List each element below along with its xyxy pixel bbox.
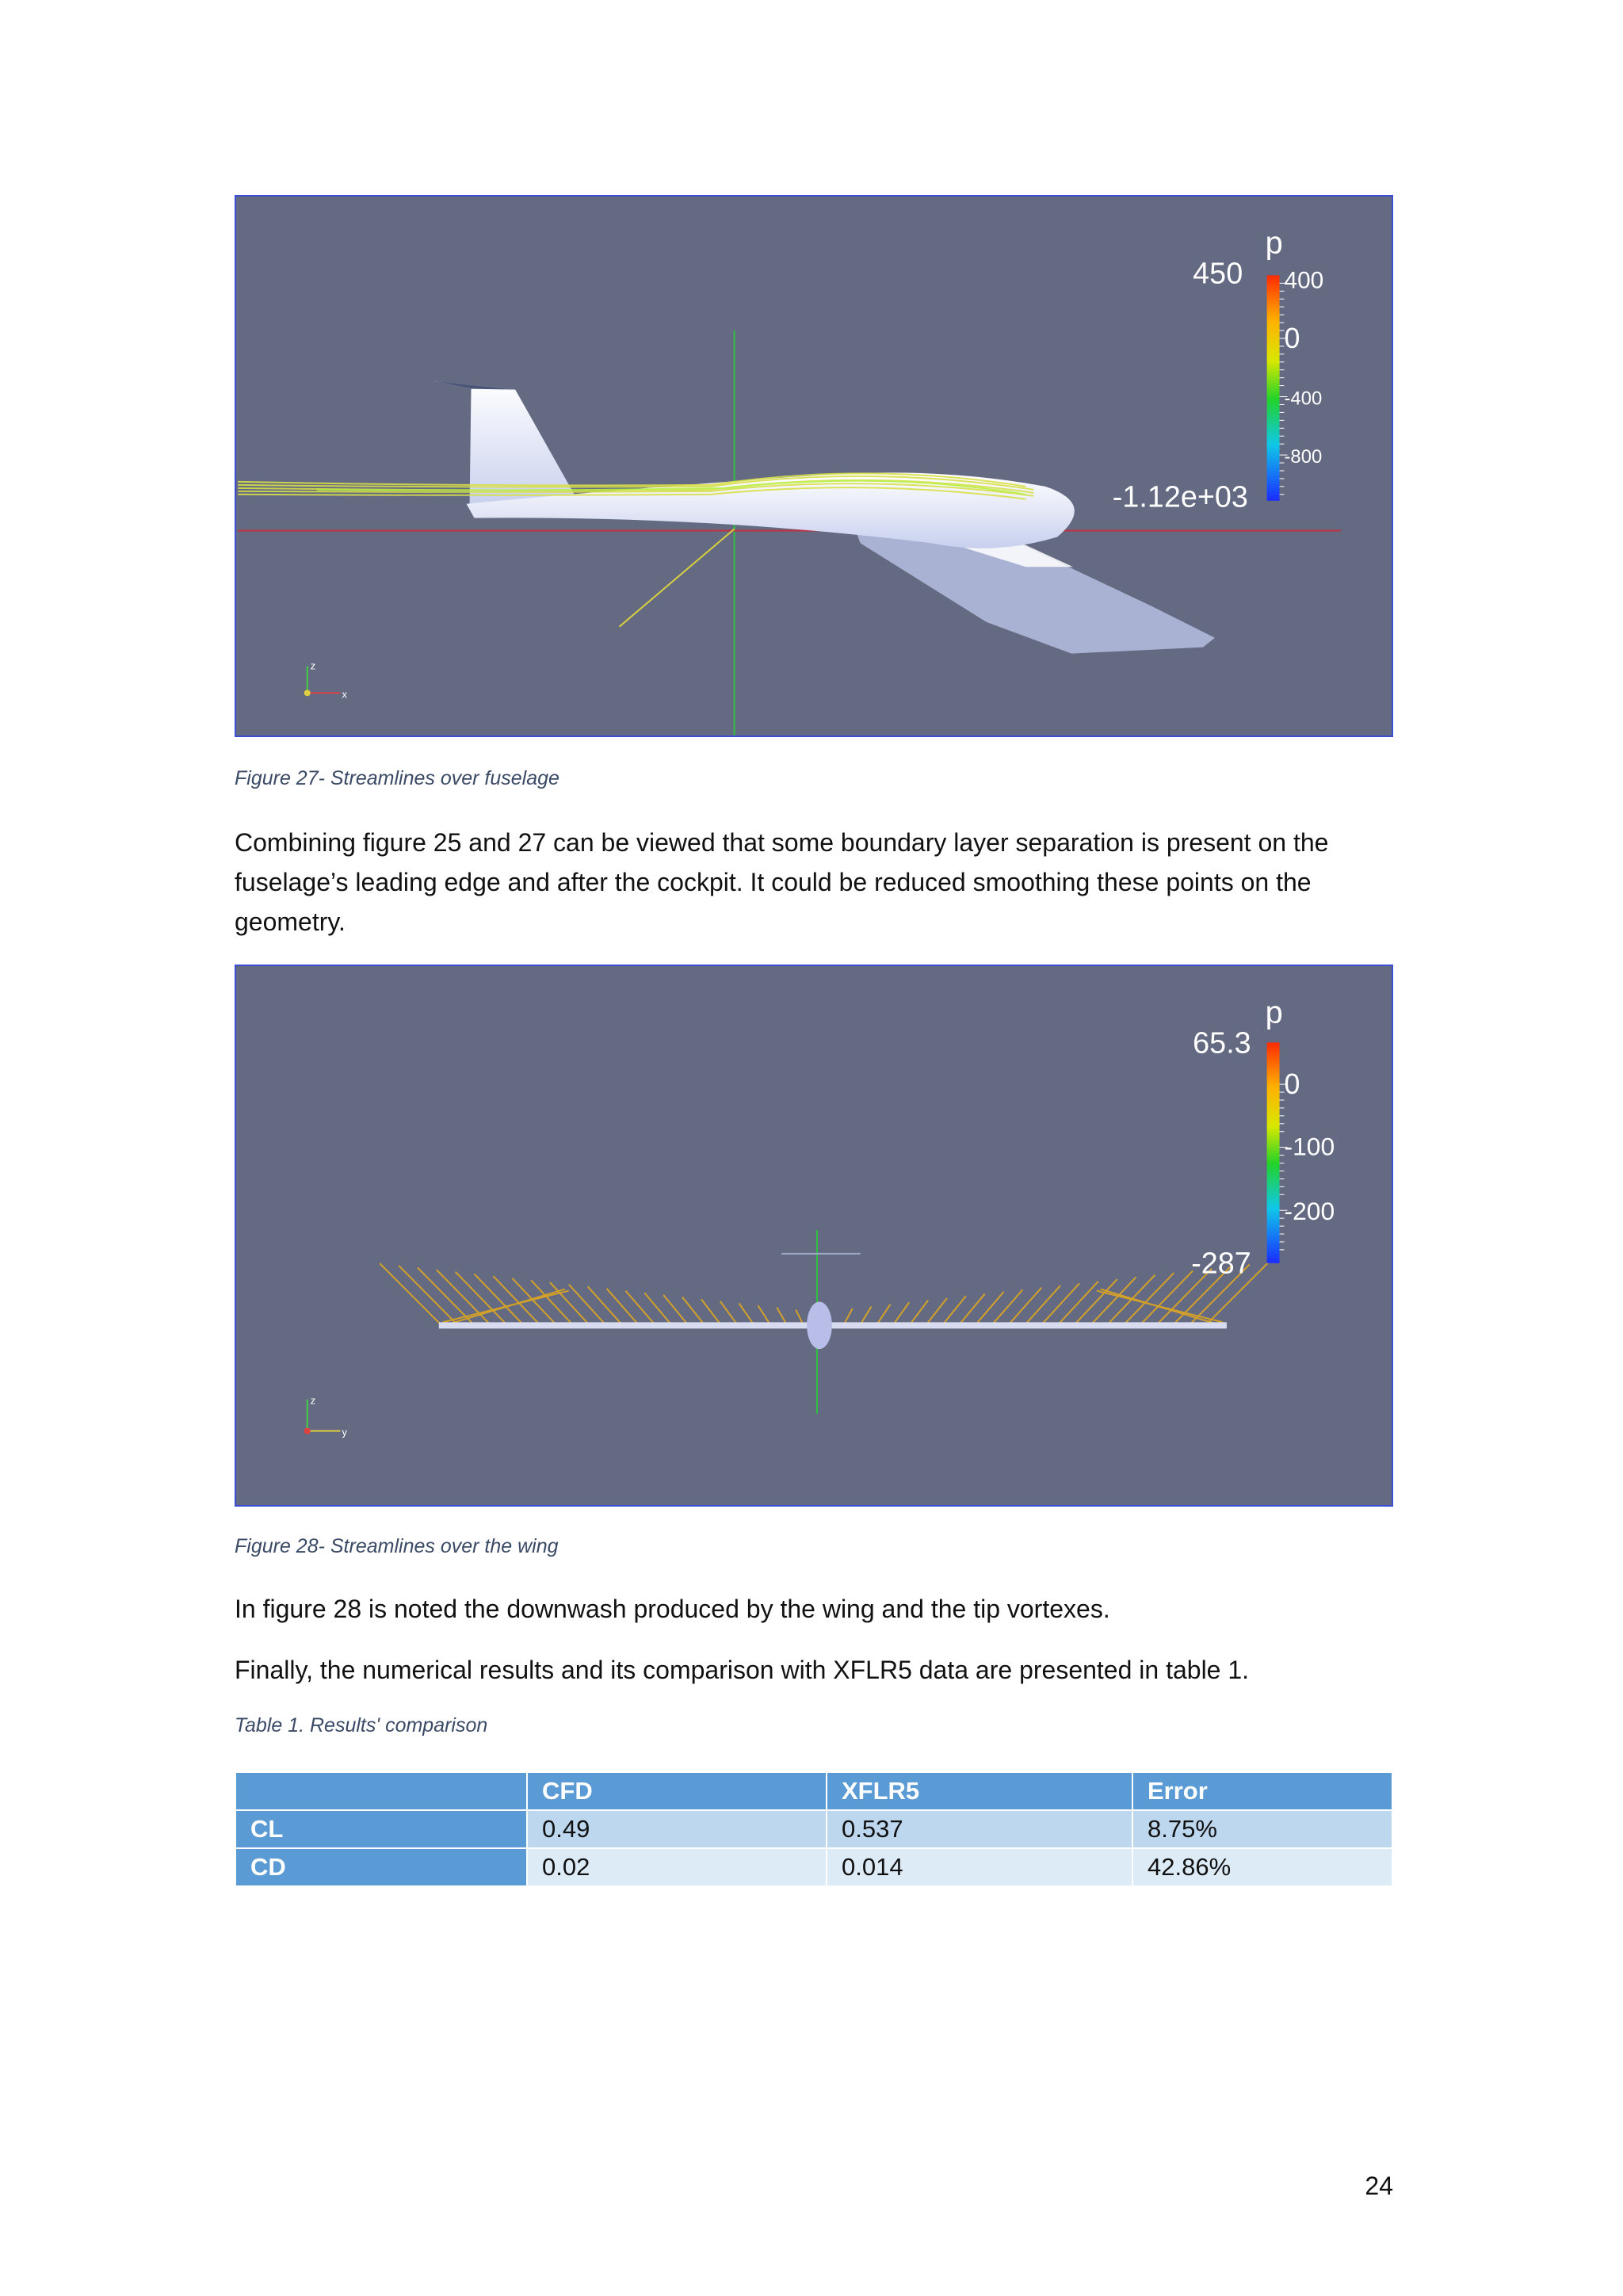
- figure-27-streamlines-fuselage: [235, 195, 1393, 737]
- figure-28-caption: Figure 28- Streamlines over the wing: [235, 1535, 559, 1557]
- streamline: [380, 1263, 441, 1325]
- cell-cd-xflr5: 0.014: [827, 1849, 1132, 1887]
- legend-min: -287: [1191, 1247, 1251, 1281]
- streamline: [1074, 1279, 1117, 1325]
- row-label-cl: CL: [236, 1811, 526, 1849]
- axis-x-label: x: [342, 688, 347, 701]
- legend-tick-2: -100: [1284, 1132, 1335, 1161]
- streamline: [531, 1280, 573, 1325]
- cell-cd-cfd: 0.02: [528, 1849, 826, 1887]
- table-row: [236, 1811, 1392, 1849]
- streamline: [625, 1291, 655, 1326]
- results-comparison-table: [235, 1773, 1393, 1887]
- row-label-cd: CD: [236, 1849, 526, 1887]
- paragraph-boundary-layer: Combining figure 25 and 27 can be viewed that some boundary layer separation is present on the fuselage’s leading edge and after the cockpit. It could be reduced smoothing these points on the geometry.: [235, 828, 1329, 936]
- streamline: [550, 1282, 590, 1325]
- streamline: [739, 1303, 754, 1325]
- tail-fin-top: [433, 381, 515, 390]
- cell-cd-error: 42.86%: [1133, 1849, 1392, 1887]
- streamline: [1041, 1283, 1079, 1325]
- streamline: [926, 1298, 947, 1325]
- legend-tick-1: 400: [1284, 267, 1324, 294]
- table-header-row: [236, 1773, 1392, 1811]
- table-header-cfd: CFD: [528, 1773, 826, 1811]
- streamline: [959, 1294, 985, 1326]
- color-legend-bar: [1267, 275, 1280, 500]
- cell-cl-cfd: 0.49: [528, 1811, 826, 1849]
- figure-27-caption: Figure 27- Streamlines over fuselage: [235, 767, 559, 789]
- figure-28-streamlines-wing: [235, 965, 1393, 1507]
- paragraph-results-intro: Finally, the numerical results and its comparison with XFLR5 data are presented in table 1.: [235, 1656, 1250, 1684]
- streamline: [893, 1302, 910, 1325]
- streamline: [588, 1286, 623, 1325]
- streamline: [720, 1301, 738, 1325]
- axes-triad: [304, 1400, 341, 1435]
- axis-z-label: z: [310, 659, 316, 672]
- table-header-xflr5: XFLR5: [827, 1773, 1132, 1811]
- legend-title: p: [1265, 225, 1283, 261]
- streamline: [644, 1293, 672, 1325]
- table-header-error: Error: [1133, 1773, 1392, 1811]
- table-header-blank: [236, 1773, 526, 1811]
- streamline: [569, 1285, 606, 1326]
- legend-tick-3: -400: [1284, 388, 1323, 410]
- legend-tick-4: -800: [1284, 446, 1323, 468]
- page-number: 24: [1365, 2172, 1393, 2200]
- streamline: [1140, 1270, 1193, 1325]
- streamline: [1008, 1288, 1041, 1326]
- table-row: [236, 1849, 1392, 1887]
- streamline: [991, 1289, 1022, 1325]
- axis-z-label: z: [310, 1394, 316, 1407]
- streamline: [1057, 1282, 1098, 1326]
- streamline: [399, 1266, 458, 1326]
- streamline: [909, 1301, 928, 1326]
- tip-vortex-streamline: [1097, 1291, 1223, 1323]
- figure-28-render: [236, 966, 1392, 1505]
- streamline: [975, 1292, 1003, 1325]
- wing: [439, 1322, 1227, 1328]
- legend-tick-3: -200: [1284, 1197, 1335, 1226]
- legend-max: 450: [1193, 257, 1243, 291]
- streamline: [1025, 1286, 1061, 1325]
- legend-title: p: [1265, 995, 1283, 1030]
- legend-tick-2: 0: [1284, 322, 1300, 354]
- paragraph-downwash: In figure 28 is noted the downwash produced by the wing and the tip vortexes.: [235, 1595, 1110, 1623]
- streamline: [701, 1299, 721, 1325]
- axes-triad: [304, 667, 341, 697]
- table-caption: Table 1. Results' comparison: [235, 1714, 488, 1736]
- legend-max: 65.3: [1193, 1026, 1251, 1060]
- fuselage-nose: [807, 1302, 832, 1350]
- streamline: [607, 1289, 640, 1325]
- axis-y-label: y: [342, 1426, 347, 1438]
- legend-min: -1.12e+03: [1112, 480, 1248, 514]
- legend-tick-1: 0: [1284, 1068, 1300, 1101]
- figure-27-render: [236, 197, 1392, 735]
- cell-cl-xflr5: 0.537: [827, 1811, 1132, 1849]
- cell-cl-error: 8.75%: [1133, 1811, 1392, 1849]
- yellow-axis-line: [619, 529, 734, 627]
- color-legend-bar: [1267, 1042, 1280, 1263]
